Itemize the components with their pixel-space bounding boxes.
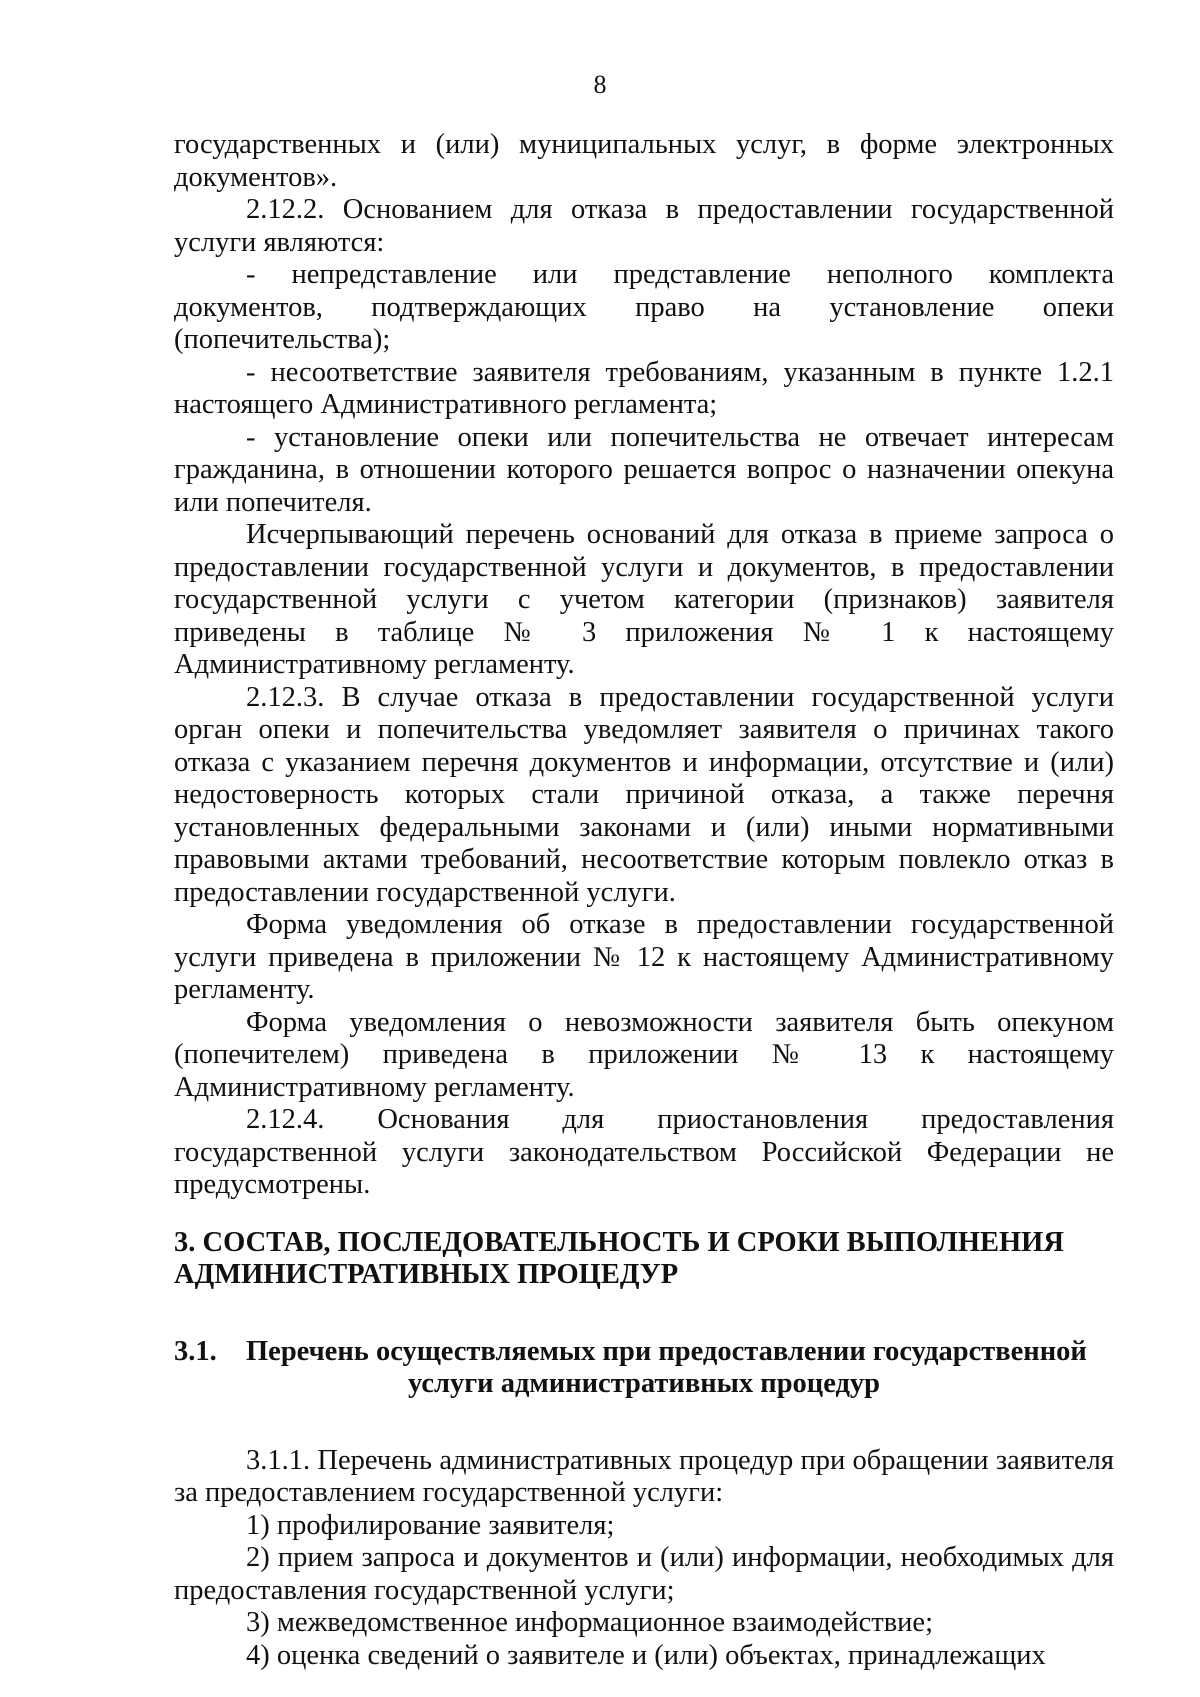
- list-item: - несоответствие заявителя требованиям, указанным в пункте 1.2.1 настоящего Административного регламента;: [174, 356, 1114, 420]
- list-item: 4) оценка сведений о заявителе и (или) объектах, принадлежащих: [246, 1639, 1046, 1671]
- subsection-number: 3.1.: [174, 1335, 217, 1367]
- paragraph-2-12-3: 2.12.3. В случае отказа в предоставлении государственной услуги орган опеки и попечительства уведомляет заявителя о причинах такого отказа с указанием перечня документов и информации, отсутствие и (или) недостоверность которых стали причиной отказа, а также перечня установленных федеральными законами и (или) иными нормативными правовыми актами требований, несоответствие которым повлекло отказ в предоставлении государственной услуги.: [174, 681, 1114, 908]
- paragraph: Исчерпывающий перечень оснований для отказа в приеме запроса о предоставлении государственной услуги и документов, в предоставлении государственной услуги с учетом категории (признаков) заявителя приведены в таблице № 3 приложения № 1 к настоящему Административному регламенту.: [174, 519, 1114, 680]
- list-item: 1) профилирование заявителя;: [246, 1509, 615, 1541]
- paragraph-3-1-1: 3.1.1. Перечень административных процедур при обращении заявителя за предоставлением государственной услуги:: [174, 1444, 1114, 1508]
- paragraph-2-12-4: 2.12.4. Основания для приостановления предоставления государственной услуги законодательством Российской Федерации не предусмотрены.: [174, 1104, 1114, 1200]
- section-heading-line1: 3. СОСТАВ, ПОСЛЕДОВАТЕЛЬНОСТЬ И СРОКИ ВЫПОЛНЕНИЯ: [174, 1226, 1064, 1258]
- list-item: - установление опеки или попечительства не отвечает интересам гражданина, в отношении которого решается вопрос о назначении опекуна или попечителя.: [174, 421, 1114, 518]
- paragraph-2-12-2: 2.12.2. Основанием для отказа в предоставлении государственной услуги являются:: [174, 194, 1114, 258]
- list-item: 3) межведомственное информационное взаимодействие;: [246, 1607, 933, 1638]
- section-heading: [174, 1227, 1114, 1292]
- list-item: 2) прием запроса и документов и (или) информации, необходимых для предоставления государственной услуги;: [174, 1542, 1114, 1606]
- paragraph: Форма уведомления о невозможности заявителя быть опекуном (попечителем) приведена в приложении № 13 к настоящему Административному регламенту.: [174, 1006, 1114, 1103]
- subsection-heading-line2: услуги административных процедур: [407, 1368, 881, 1399]
- section-heading-line2: АДМИНИСТРАТИВНЫХ ПРОЦЕДУР: [174, 1259, 679, 1290]
- paragraph: государственных и (или) муниципальных услуг, в форме электронных документов».: [174, 129, 1114, 193]
- subsection-heading: [174, 1336, 1114, 1401]
- subsection-heading-line1: Перечень осуществляемых при предоставлении государственной: [246, 1335, 1087, 1367]
- list-item: - непредставление или представление неполного комплекта документов, подтверждающих право на установление опеки (попечительства);: [174, 259, 1114, 355]
- page-number: 8: [593, 70, 607, 99]
- document-body: [174, 129, 1114, 1672]
- paragraph: Форма уведомления об отказе в предоставлении государственной услуги приведена в приложении № 12 к настоящему Административному регламенту.: [174, 909, 1114, 1005]
